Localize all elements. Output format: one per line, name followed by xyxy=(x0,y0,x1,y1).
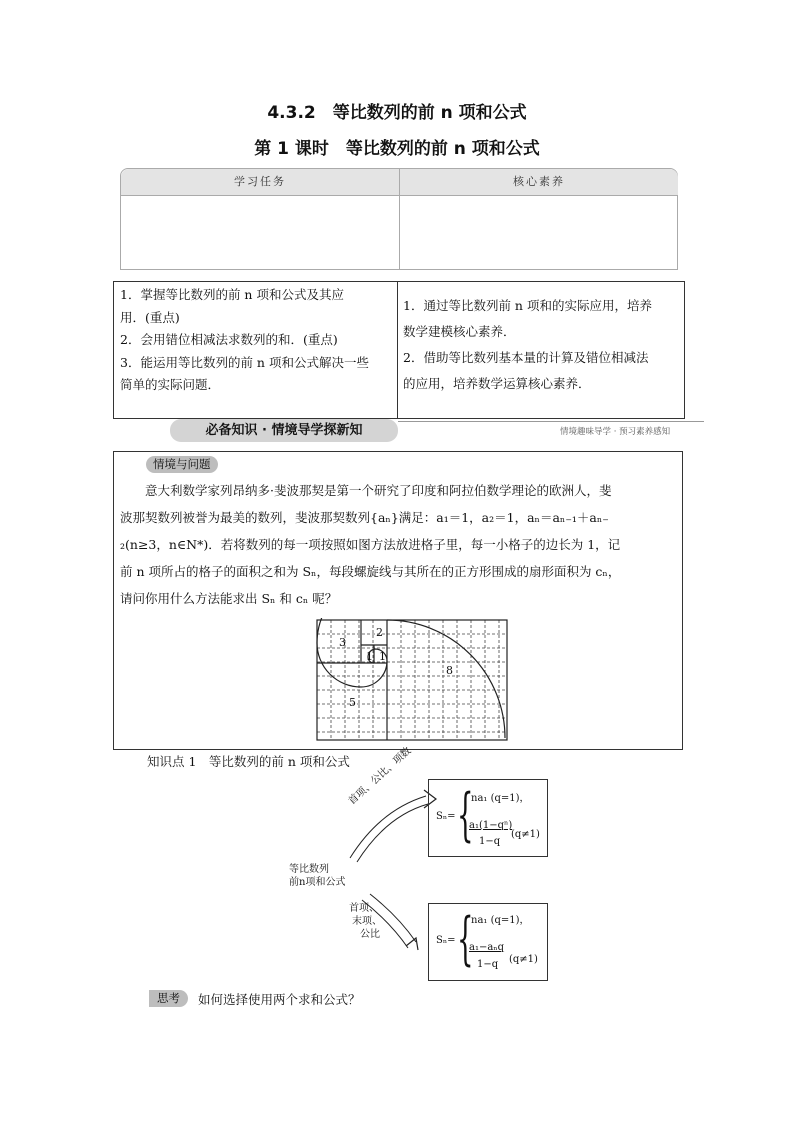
figure-label: 3 xyxy=(339,636,346,649)
formula-box-2 xyxy=(428,903,548,981)
page-title: 4.3.2 等比数列的前 n 项和公式 xyxy=(267,103,527,123)
header-core-literacy: 核心素养 xyxy=(399,169,678,196)
scenario-text xyxy=(120,477,680,612)
core-literacy-list xyxy=(403,293,681,397)
formula-box-1 xyxy=(428,779,548,857)
scenario-line: 波那契数列被誉为最美的数列，斐波那契数列{aₙ}满足：a₁＝1，a₂＝1，aₙ＝aₙ₋₁＋aₙ₋ xyxy=(120,510,609,525)
lower-arrow-label-line: 公比 xyxy=(360,929,380,940)
objectives-table xyxy=(113,281,685,419)
formula-case-1: na₁ (q=1)， xyxy=(471,915,530,926)
center-label-line: 前n项和公式 xyxy=(289,877,346,888)
fibonacci-spiral-figure xyxy=(315,618,509,742)
figure-label: 1 xyxy=(366,650,373,663)
formula-condition: (q≠1) xyxy=(511,829,540,840)
banner-rule xyxy=(398,421,704,422)
scenario-line: 请问你用什么方法能求出 Sₙ 和 cₙ 呢？ xyxy=(120,591,338,606)
scenario-line: ₂(n≥3，n∈N*)．若将数列的每一项按照如图方法放进格子里，每一小格子的边长为 1，记 xyxy=(120,537,621,552)
think-tag: 思考 xyxy=(149,990,188,1007)
lower-arrow-label-line: 末项、 xyxy=(352,916,382,927)
formula-numerator: a₁(1−qⁿ) xyxy=(469,820,513,831)
formula-case-1: na₁ (q=1)， xyxy=(471,793,530,804)
brace: { xyxy=(457,907,474,974)
banner-subtitle: 情境趣味导学 · 预习素养感知 xyxy=(560,427,671,437)
objective-line: 1．掌握等比数列的前 n 项和公式及其应 xyxy=(120,287,344,302)
upper-arrow-label: 首项、公比、项数 xyxy=(346,745,414,808)
objective-line: 用．(重点) xyxy=(120,309,180,325)
center-label-line: 等比数列 xyxy=(289,864,329,875)
figure-label: 5 xyxy=(349,696,356,709)
formula-condition: (q≠1) xyxy=(509,954,538,965)
objective-line: 简单的实际问题． xyxy=(120,377,221,392)
objective-line: 2．会用错位相减法求数列的和．(重点) xyxy=(120,332,338,347)
formula-lhs: Sₙ= xyxy=(436,811,456,822)
figure-label: 8 xyxy=(446,664,453,677)
diagram-arrows xyxy=(330,780,440,980)
learning-tasks-list xyxy=(120,284,392,397)
literacy-line: 2．借助等比数列基本量的计算及错位相减法 xyxy=(403,350,649,365)
figure-label: 2 xyxy=(376,626,383,639)
formula-numerator: a₁−aₙq xyxy=(469,942,505,953)
objectives-header-table xyxy=(120,168,678,270)
lower-arrow-label-line: 首项、 xyxy=(349,903,379,914)
knowledge-heading: 知识点 1 等比数列的前 n 项和公式 xyxy=(147,754,350,769)
literacy-line: 数学建模核心素养． xyxy=(403,324,516,339)
literacy-line: 的应用，培养数学运算核心素养． xyxy=(403,376,591,391)
literacy-line: 1．通过等比数列前 n 项和的实际应用，培养 xyxy=(403,298,652,313)
section-banner: 必备知识 · 情境导学探新知 xyxy=(170,419,398,442)
lesson-title: 第 1 课时 等比数列的前 n 项和公式 xyxy=(254,139,540,159)
formula-denominator: 1−q xyxy=(477,959,499,970)
formula-denominator: 1−q xyxy=(479,836,501,847)
scenario-box xyxy=(113,451,683,750)
figure-label: 1 xyxy=(379,650,386,663)
lower-arrow-label xyxy=(346,902,382,941)
think-question: 如何选择使用两个求和公式？ xyxy=(198,992,361,1007)
formula-lhs: Sₙ= xyxy=(436,935,456,946)
objective-line: 3．能运用等比数列的前 n 项和公式解决一些 xyxy=(120,354,369,370)
scenario-line: 前 n 项所占的格子的面积之和为 Sₙ，每段螺旋线与其所在的正方形围成的扇形面积为 cₙ， xyxy=(120,564,621,579)
scenario-tag: 情境与问题 xyxy=(146,456,218,473)
brace: { xyxy=(457,783,474,850)
header-learning-tasks: 学习任务 xyxy=(121,169,399,196)
scenario-line: 意大利数学家列昂纳多·斐波那契是第一个研究了印度和阿拉伯数学理论的欧洲人，斐 xyxy=(120,483,612,498)
